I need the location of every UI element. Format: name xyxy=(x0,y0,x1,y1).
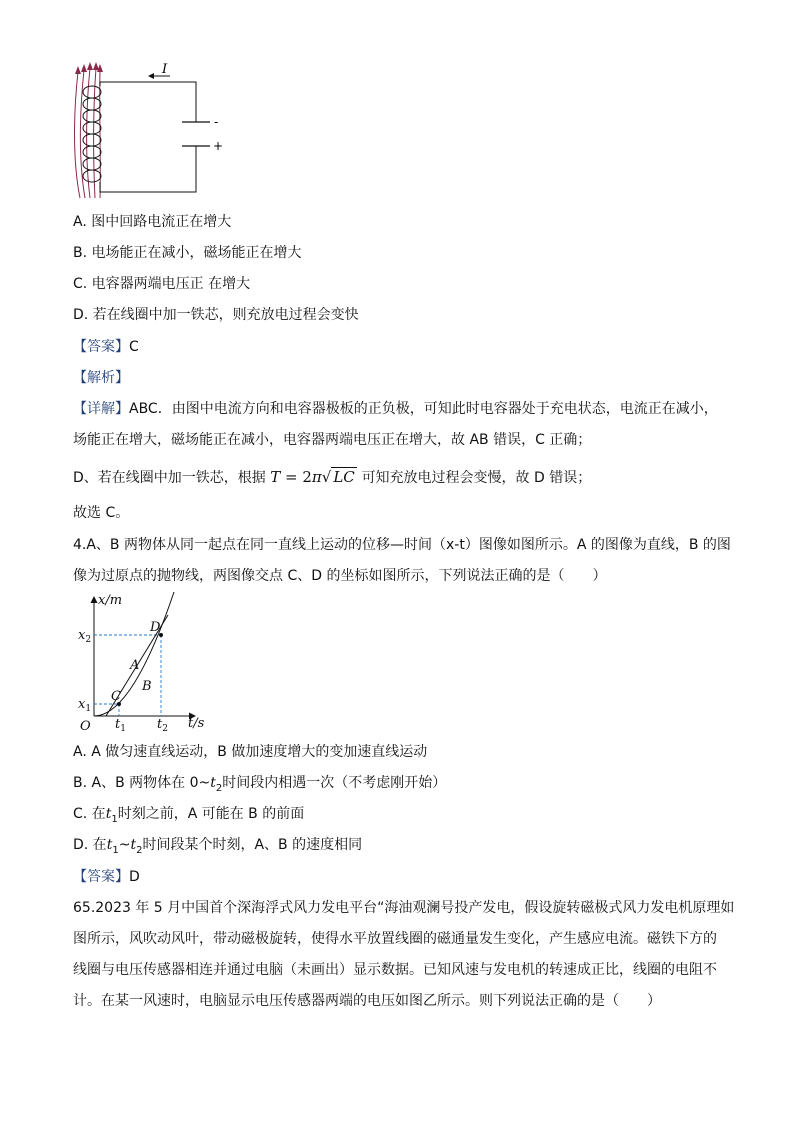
q3-option-d: D. 若在线圈中加一铁芯，则充放电过程会变快 xyxy=(73,307,359,323)
q3-answer xyxy=(73,337,139,357)
x1-label: $x_1$ xyxy=(78,697,92,714)
q3-analysis xyxy=(73,368,129,388)
formula-pi: π xyxy=(311,468,322,486)
opt-b-post: 时间段内相遇一次（不考虑刚开始） xyxy=(222,775,447,791)
analysis-tag: 【解析】 xyxy=(73,370,129,386)
point-d-label: D xyxy=(150,620,161,635)
opt-d-sub1: 1 xyxy=(112,844,119,856)
sqrt-sign: √ xyxy=(321,468,332,486)
circuit-diagram xyxy=(66,58,236,200)
plus-sign: + xyxy=(213,139,224,153)
minus-sign: - xyxy=(214,115,219,129)
q4-answer xyxy=(73,867,140,887)
d-prefix: D、若在线圈中加一铁芯，根据 xyxy=(73,470,266,486)
answer-tag: 【答案】 xyxy=(73,869,129,885)
x2-label: $x_2$ xyxy=(78,628,92,645)
opt-d-post: 时间段某个时刻，A、B 的速度相同 xyxy=(142,837,363,853)
curve-a-label: A xyxy=(130,658,140,673)
answer-value: C xyxy=(129,339,139,355)
formula-lhs: T xyxy=(270,468,281,486)
q5-line-4: 计。在某一风速时，电脑显示电压传感器两端的电压如图乙所示。则下列说法正确的是（ ） xyxy=(73,993,661,1009)
opt-c-pre: C. 在 xyxy=(73,806,106,822)
y-axis-label: x/m xyxy=(98,593,123,608)
opt-b-sub: 2 xyxy=(215,782,223,794)
origin-label: O xyxy=(80,719,91,732)
detail-tag: 【详解】 xyxy=(73,401,129,417)
q3-option-b: B. 电场能正在减小，磁场能正在增大 xyxy=(73,245,302,261)
t1-label: $t_1$ xyxy=(115,717,126,732)
opt-b-t: t xyxy=(210,775,216,791)
field-line xyxy=(75,72,81,198)
formula-eq: = 2 xyxy=(280,468,312,486)
current-label: I xyxy=(162,62,168,77)
q5-line-3: 线圈与电压传感器相连并通过电脑（未画出）显示数据。已知风速与发电机的转速成正比，线圈的电阻不 xyxy=(73,962,717,978)
opt-c-post: 时刻之前，A 可能在 B 的前面 xyxy=(117,806,305,822)
answer-tag: 【答案】 xyxy=(73,339,129,355)
q4-stem-line-2: 像为过原点的抛物线，两图像交点 C、D 的坐标如图所示，下列说法正确的是（ ） xyxy=(73,568,607,584)
answer-value: D xyxy=(129,869,140,885)
detail-text: ABC．由图中电流方向和电容器极板的正负极，可知此时电容器处于充电状态，电流正在减小， xyxy=(129,401,718,417)
q5-line-2: 图所示，风吹动风叶，带动磁极旋转，使得水平放置线圈的磁通量发生变化，产生感应电流。磁铁下方的 xyxy=(73,931,717,947)
q4-option-d xyxy=(73,835,362,861)
q3-option-a: A. 图中回路电流正在增大 xyxy=(73,214,232,230)
xt-graph xyxy=(70,590,220,732)
q3-option-c: C. 电容器两端电压正 在增大 xyxy=(73,276,251,292)
coil xyxy=(83,86,101,182)
q5-line-1: 65.2023 年 5 月中国首个深海浮式风力发电平台“海油观澜号投产发电，假设旋转磁极式风力发电机原理如 xyxy=(73,900,735,916)
q4-stem-line-1: 4.A、B 两物体从同一起点在同一直线上运动的位移—时间（x-t）图像如图所示。A 的图像为直线，B 的图 xyxy=(73,537,731,553)
formula-radicand: LC xyxy=(333,468,355,486)
wires xyxy=(100,82,196,192)
opt-c-t: t xyxy=(105,806,112,822)
curve-b-label: B xyxy=(142,679,152,694)
q3-choose: 故选 C。 xyxy=(73,505,130,521)
q3-detail-line-1 xyxy=(73,399,718,419)
d-suffix: 可知充放电过程会变慢，故 D 错误； xyxy=(361,470,592,486)
q4-option-b xyxy=(73,773,446,799)
q3-detail-d xyxy=(73,467,591,488)
opt-d-mid: ~ xyxy=(118,837,131,853)
opt-c-sub: 1 xyxy=(111,813,118,825)
q3-detail-line-2: 场能正在增大，磁场能正在减小，电容器两端电压正在增大，故 AB 错误，C 正确； xyxy=(73,432,592,448)
x-axis-label: t/s xyxy=(188,716,205,731)
curve-b xyxy=(94,592,174,716)
q4-option-a: A. A 做匀速直线运动，B 做加速度增大的变加速直线运动 xyxy=(73,744,428,760)
period-formula xyxy=(270,467,361,486)
t2-label: $t_2$ xyxy=(157,717,168,732)
opt-b-pre: B. A、B 两物体在 0~ xyxy=(73,775,211,791)
field-arrowheads xyxy=(75,62,103,74)
opt-d-pre: D. 在 xyxy=(73,837,107,853)
q4-option-c xyxy=(73,804,304,830)
opt-d-t2: t xyxy=(130,837,137,853)
opt-d-t1: t xyxy=(106,837,113,853)
opt-d-sub2: 2 xyxy=(136,844,143,856)
point-c-label: C xyxy=(111,689,121,704)
